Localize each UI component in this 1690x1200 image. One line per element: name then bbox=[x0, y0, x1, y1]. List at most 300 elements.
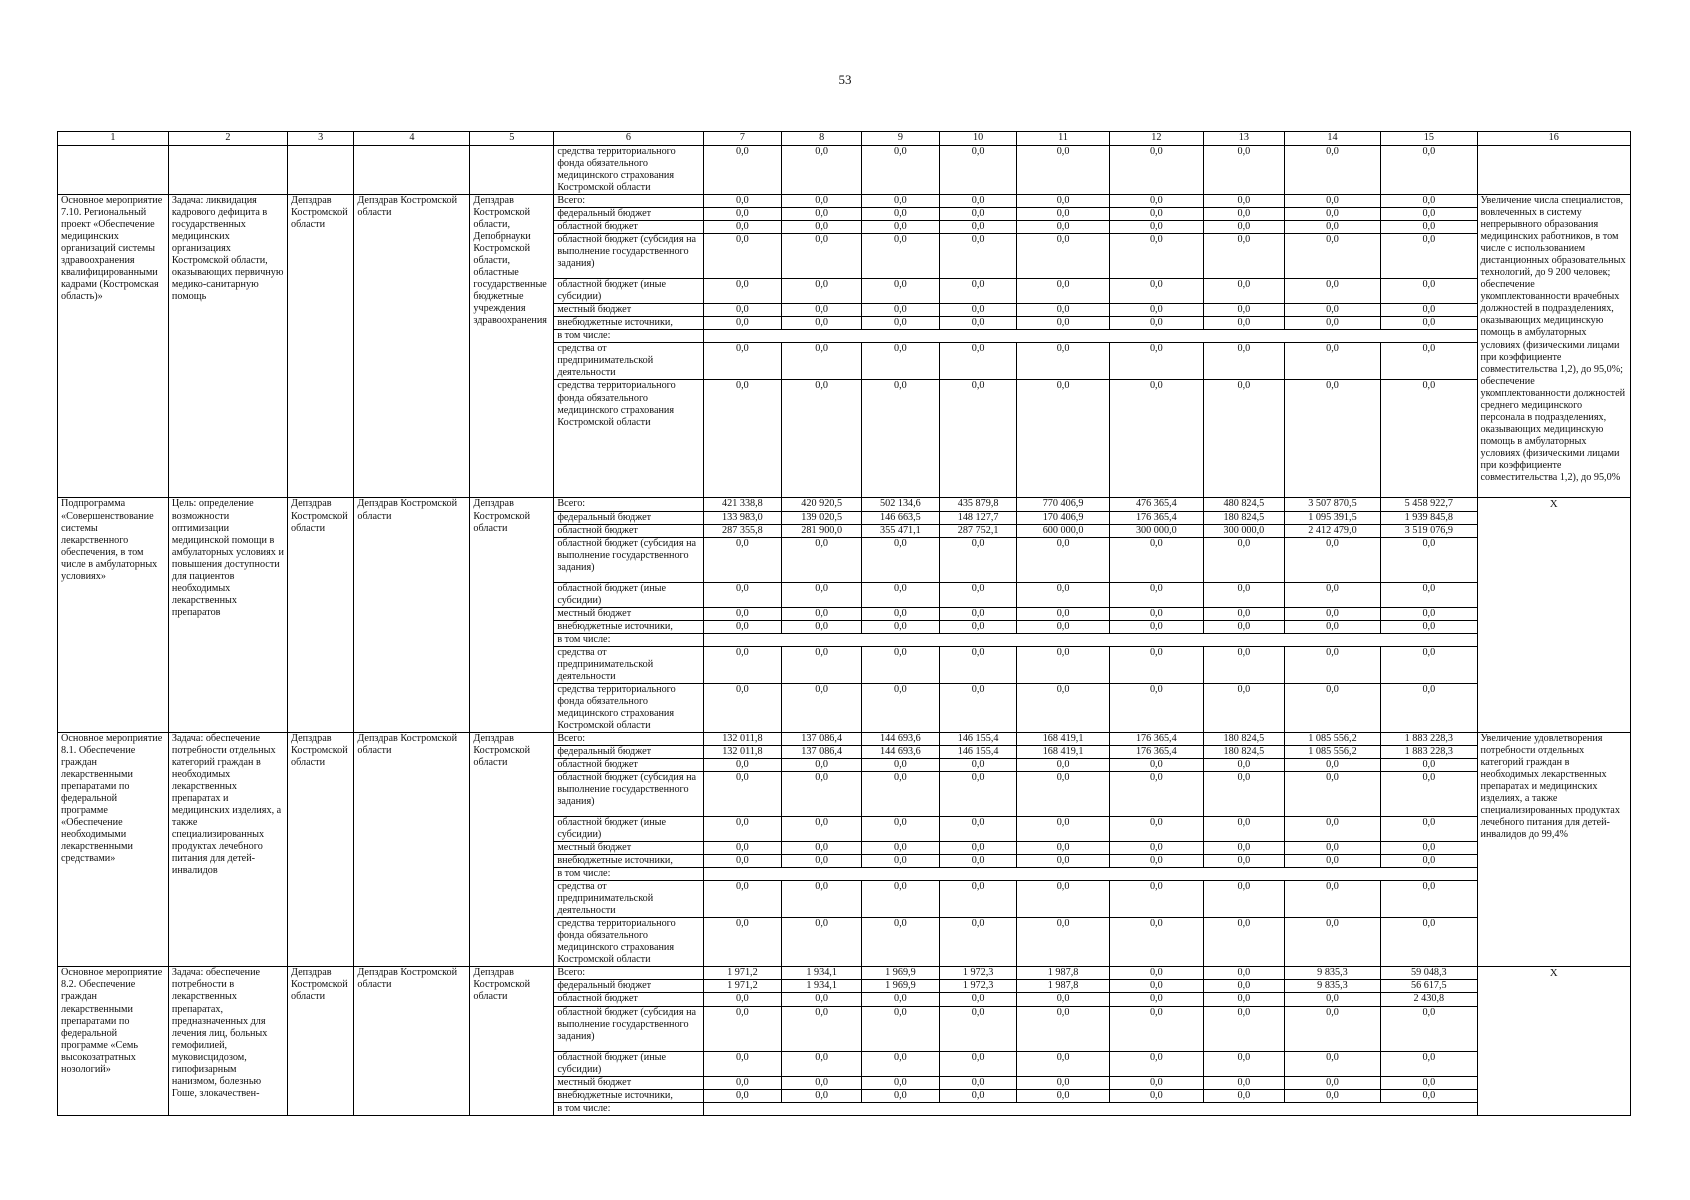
funding-source-label: в том числе: bbox=[554, 868, 703, 881]
value-cell: 0,0 bbox=[782, 881, 862, 918]
value-cell: 476 365,4 bbox=[1109, 498, 1203, 511]
value-cell: 1 969,9 bbox=[862, 980, 940, 993]
value-cell: 0,0 bbox=[703, 993, 782, 1006]
value-cell: 300 000,0 bbox=[1203, 524, 1284, 537]
table-row bbox=[58, 195, 1631, 208]
section-c4-cell: Депздрав Костромской области bbox=[354, 732, 470, 966]
funding-source-label: федеральный бюджет bbox=[554, 745, 703, 758]
value-cell: 0,0 bbox=[782, 1076, 862, 1089]
section-c4-cell: Депздрав Костромской области bbox=[354, 195, 470, 498]
value-cell: 0,0 bbox=[862, 1051, 940, 1076]
expected-result-cell: Увеличение удовлетворения потребности отдельных категорий граждан в необходимых лекарственных препаратах и медицинских изделиях, а также специализированных продуктах лечебного питания для детей-инвалидов до 99,4% bbox=[1477, 732, 1631, 966]
value-cell: 0,0 bbox=[703, 146, 782, 195]
value-cell: 0,0 bbox=[862, 582, 940, 607]
section-c1-cell: Основное мероприятие 8.2. Обеспечение граждан лекарственными препаратами по федеральной программе «Семь высокозатратных нозологий» bbox=[58, 967, 169, 1115]
value-cell: 0,0 bbox=[1017, 195, 1109, 208]
value-cell: 0,0 bbox=[939, 380, 1017, 498]
value-cell: 0,0 bbox=[939, 343, 1017, 380]
value-cell: 0,0 bbox=[939, 317, 1017, 330]
value-cell: 0,0 bbox=[939, 1089, 1017, 1102]
value-cell: 0,0 bbox=[703, 881, 782, 918]
value-cell: 0,0 bbox=[1017, 607, 1109, 620]
value-cell: 0,0 bbox=[782, 221, 862, 234]
value-cell: 420 920,5 bbox=[782, 498, 862, 511]
value-cell: 148 127,7 bbox=[939, 511, 1017, 524]
funding-source-label: средства территориального фонда обязательного медицинского страхования Костромской области bbox=[554, 380, 703, 498]
value-cell: 168 419,1 bbox=[1017, 745, 1109, 758]
funding-source-label: внебюджетные источники, bbox=[554, 855, 703, 868]
value-cell: 0,0 bbox=[1203, 772, 1284, 817]
value-cell: 1 987,8 bbox=[1017, 967, 1109, 980]
value-cell: 0,0 bbox=[703, 279, 782, 304]
value-cell: 421 338,8 bbox=[703, 498, 782, 511]
value-cell: 0,0 bbox=[1017, 620, 1109, 633]
value-cell: 0,0 bbox=[782, 1089, 862, 1102]
budget-table bbox=[57, 131, 1631, 1116]
value-cell: 0,0 bbox=[862, 146, 940, 195]
value-cell: 0,0 bbox=[1109, 208, 1203, 221]
section-c4-cell bbox=[354, 146, 470, 195]
value-cell: 0,0 bbox=[1284, 221, 1380, 234]
value-cell: 0,0 bbox=[782, 620, 862, 633]
header-cell: 13 bbox=[1203, 132, 1284, 146]
value-cell: 0,0 bbox=[1109, 1076, 1203, 1089]
value-cell: 56 617,5 bbox=[1381, 980, 1477, 993]
value-cell: 0,0 bbox=[1381, 380, 1477, 498]
value-cell: 0,0 bbox=[1284, 918, 1380, 967]
value-cell: 0,0 bbox=[862, 855, 940, 868]
value-cell: 0,0 bbox=[782, 279, 862, 304]
header-cell: 7 bbox=[703, 132, 782, 146]
section-c3-cell: Депздрав Костромской области bbox=[288, 195, 354, 498]
value-cell: 0,0 bbox=[1109, 279, 1203, 304]
value-cell: 0,0 bbox=[939, 817, 1017, 842]
value-cell: 3 507 870,5 bbox=[1284, 498, 1380, 511]
value-cell: 0,0 bbox=[1284, 1076, 1380, 1089]
section-c1-cell bbox=[58, 146, 169, 195]
value-cell: 1 971,2 bbox=[703, 967, 782, 980]
value-cell: 355 471,1 bbox=[862, 524, 940, 537]
section-c2-cell: Задача: ликвидация кадрового дефицита в государственных медицинских организациях Костромской области, оказывающих первичную медико-санитарную помощь bbox=[168, 195, 287, 498]
expected-result-cell bbox=[1477, 146, 1631, 195]
funding-source-label: областной бюджет (иные субсидии) bbox=[554, 279, 703, 304]
value-cell: 0,0 bbox=[782, 537, 862, 582]
funding-source-label: федеральный бюджет bbox=[554, 208, 703, 221]
value-cell: 0,0 bbox=[939, 855, 1017, 868]
value-cell: 0,0 bbox=[703, 1089, 782, 1102]
value-cell: 0,0 bbox=[1284, 304, 1380, 317]
value-cell: 0,0 bbox=[1017, 759, 1109, 772]
header-cell: 14 bbox=[1284, 132, 1380, 146]
value-cell: 0,0 bbox=[862, 234, 940, 279]
value-cell: 0,0 bbox=[1203, 279, 1284, 304]
value-cell: 0,0 bbox=[703, 195, 782, 208]
funding-source-label: Всего: bbox=[554, 498, 703, 511]
funding-source-label: Всего: bbox=[554, 967, 703, 980]
value-cell: 0,0 bbox=[939, 620, 1017, 633]
value-cell: 0,0 bbox=[782, 772, 862, 817]
value-cell: 0,0 bbox=[1109, 1006, 1203, 1051]
value-cell: 0,0 bbox=[1284, 607, 1380, 620]
value-cell: 0,0 bbox=[1203, 918, 1284, 967]
value-cell: 0,0 bbox=[1203, 317, 1284, 330]
value-cell: 502 134,6 bbox=[862, 498, 940, 511]
value-cell: 170 406,9 bbox=[1017, 511, 1109, 524]
value-cell: 5 458 922,7 bbox=[1381, 498, 1477, 511]
value-cell: 1 939 845,8 bbox=[1381, 511, 1477, 524]
value-cell: 0,0 bbox=[1381, 855, 1477, 868]
value-cell: 0,0 bbox=[1017, 817, 1109, 842]
table-row bbox=[58, 732, 1631, 745]
section-c5-cell: Депздрав Костромской области bbox=[470, 732, 554, 966]
section-c1-cell: Основное мероприятие 7.10. Региональный проект «Обеспечение медицинских организаций системы здравоохранения квалифицированными кадрами (Костромская область)» bbox=[58, 195, 169, 498]
value-cell: 0,0 bbox=[1017, 683, 1109, 732]
value-cell: 0,0 bbox=[1109, 881, 1203, 918]
value-cell: 0,0 bbox=[1284, 380, 1380, 498]
value-cell: 0,0 bbox=[1109, 146, 1203, 195]
value-cell: 0,0 bbox=[782, 146, 862, 195]
value-cell: 0,0 bbox=[1203, 208, 1284, 221]
value-cell: 0,0 bbox=[862, 620, 940, 633]
funding-source-label: областной бюджет (субсидия на выполнение государственного задания) bbox=[554, 537, 703, 582]
value-cell: 0,0 bbox=[939, 772, 1017, 817]
value-cell: 0,0 bbox=[1017, 234, 1109, 279]
value-cell: 0,0 bbox=[703, 646, 782, 683]
value-cell: 0,0 bbox=[703, 855, 782, 868]
value-cell: 0,0 bbox=[703, 208, 782, 221]
value-cell: 0,0 bbox=[782, 304, 862, 317]
funding-source-label: областной бюджет bbox=[554, 759, 703, 772]
value-cell: 0,0 bbox=[1284, 683, 1380, 732]
value-cell: 9 835,3 bbox=[1284, 980, 1380, 993]
value-cell: 0,0 bbox=[1381, 918, 1477, 967]
value-cell: 0,0 bbox=[703, 537, 782, 582]
funding-source-label: федеральный бюджет bbox=[554, 511, 703, 524]
value-cell: 0,0 bbox=[1203, 620, 1284, 633]
funding-source-label: средства от предпринимательской деятельности bbox=[554, 343, 703, 380]
value-cell: 0,0 bbox=[782, 993, 862, 1006]
value-cell: 0,0 bbox=[1203, 607, 1284, 620]
value-cell: 180 824,5 bbox=[1203, 732, 1284, 745]
value-cell: 0,0 bbox=[862, 842, 940, 855]
value-cell: 144 693,6 bbox=[862, 732, 940, 745]
section-c5-cell bbox=[470, 146, 554, 195]
value-cell: 0,0 bbox=[1284, 993, 1380, 1006]
value-cell: 0,0 bbox=[1381, 279, 1477, 304]
value-cell: 0,0 bbox=[1109, 234, 1203, 279]
value-cell: 0,0 bbox=[1203, 146, 1284, 195]
funding-source-label: в том числе: bbox=[554, 1102, 703, 1115]
value-cell: 0,0 bbox=[939, 1006, 1017, 1051]
value-cell: 0,0 bbox=[782, 918, 862, 967]
value-cell: 139 020,5 bbox=[782, 511, 862, 524]
value-cell: 0,0 bbox=[1017, 279, 1109, 304]
value-cell: 168 419,1 bbox=[1017, 732, 1109, 745]
value-cell: 0,0 bbox=[1284, 855, 1380, 868]
section-c5-cell: Депздрав Костромской области bbox=[470, 967, 554, 1115]
value-cell: 0,0 bbox=[1381, 343, 1477, 380]
value-cell: 0,0 bbox=[1017, 317, 1109, 330]
value-cell: 0,0 bbox=[1017, 221, 1109, 234]
value-cell: 176 365,4 bbox=[1109, 511, 1203, 524]
value-cell: 0,0 bbox=[862, 607, 940, 620]
value-cell: 0,0 bbox=[703, 343, 782, 380]
funding-source-label: областной бюджет bbox=[554, 221, 703, 234]
value-cell: 0,0 bbox=[1381, 881, 1477, 918]
value-cell: 0,0 bbox=[1109, 817, 1203, 842]
value-cell: 0,0 bbox=[1284, 1051, 1380, 1076]
value-cell: 0,0 bbox=[1381, 146, 1477, 195]
value-cell: 0,0 bbox=[1017, 772, 1109, 817]
value-cell: 0,0 bbox=[1381, 582, 1477, 607]
value-cell: 0,0 bbox=[1109, 967, 1203, 980]
value-cell: 0,0 bbox=[703, 317, 782, 330]
value-cell: 0,0 bbox=[862, 817, 940, 842]
value-cell: 1 934,1 bbox=[782, 980, 862, 993]
expected-result-cell: Увеличение числа специалистов, вовлеченных в систему непрерывного образования медицинских работников, в том числе с использованием дистанционных образовательных технологий, до 9 200 человек; обеспечение укомплектованности врачебных должностей в подразделениях, оказывающих медицинскую помощь в амбулаторных условиях (физическими лицами при коэффициенте совместительства 1,2), до 95,0%; обеспечение укомплектованности должностей среднего медицинского персонала в подразделениях, оказывающих медицинскую помощь в амбулаторных условиях (физическими лицами при коэффициенте совместительства 1,2), до 95,0% bbox=[1477, 195, 1631, 498]
header-cell: 3 bbox=[288, 132, 354, 146]
value-cell: 0,0 bbox=[1109, 607, 1203, 620]
section-c4-cell: Депздрав Костромской области bbox=[354, 967, 470, 1115]
value-cell: 0,0 bbox=[939, 582, 1017, 607]
value-cell: 0,0 bbox=[1109, 317, 1203, 330]
value-cell: 0,0 bbox=[1109, 304, 1203, 317]
value-cell: 0,0 bbox=[939, 646, 1017, 683]
value-cell: 59 048,3 bbox=[1381, 967, 1477, 980]
value-cell: 0,0 bbox=[1203, 683, 1284, 732]
header-cell: 2 bbox=[168, 132, 287, 146]
value-cell: 0,0 bbox=[1381, 317, 1477, 330]
value-cell: 0,0 bbox=[1284, 195, 1380, 208]
value-cell: 0,0 bbox=[939, 279, 1017, 304]
header-row bbox=[58, 132, 1631, 146]
empty-value-cell bbox=[703, 1102, 1477, 1115]
value-cell: 0,0 bbox=[1109, 195, 1203, 208]
value-cell: 0,0 bbox=[1109, 646, 1203, 683]
funding-source-label: областной бюджет (иные субсидии) bbox=[554, 582, 703, 607]
value-cell: 0,0 bbox=[703, 842, 782, 855]
value-cell: 0,0 bbox=[1203, 980, 1284, 993]
value-cell: 0,0 bbox=[862, 279, 940, 304]
value-cell: 0,0 bbox=[1017, 855, 1109, 868]
value-cell: 0,0 bbox=[1203, 1089, 1284, 1102]
value-cell: 0,0 bbox=[1284, 620, 1380, 633]
funding-source-label: Всего: bbox=[554, 195, 703, 208]
value-cell: 0,0 bbox=[782, 317, 862, 330]
funding-source-label: областной бюджет bbox=[554, 993, 703, 1006]
value-cell: 0,0 bbox=[1284, 146, 1380, 195]
value-cell: 0,0 bbox=[1109, 620, 1203, 633]
value-cell: 0,0 bbox=[1017, 918, 1109, 967]
funding-source-label: областной бюджет (субсидия на выполнение государственного задания) bbox=[554, 772, 703, 817]
value-cell: 0,0 bbox=[782, 683, 862, 732]
value-cell: 1 085 556,2 bbox=[1284, 745, 1380, 758]
section-c5-cell: Депздрав Костромской области bbox=[470, 498, 554, 732]
value-cell: 0,0 bbox=[1284, 317, 1380, 330]
value-cell: 0,0 bbox=[1017, 146, 1109, 195]
value-cell: 0,0 bbox=[1284, 582, 1380, 607]
value-cell: 0,0 bbox=[782, 582, 862, 607]
value-cell: 1 883 228,3 bbox=[1381, 732, 1477, 745]
section-c2-cell: Цель: определение возможности оптимизации медицинской помощи в амбулаторных условиях и повышения доступности для пациентов необходимых лекарственных препаратов bbox=[168, 498, 287, 732]
header-cell: 10 bbox=[939, 132, 1017, 146]
value-cell: 0,0 bbox=[1381, 304, 1477, 317]
value-cell: 0,0 bbox=[1017, 842, 1109, 855]
value-cell: 0,0 bbox=[939, 1051, 1017, 1076]
funding-source-label: федеральный бюджет bbox=[554, 980, 703, 993]
table-row bbox=[58, 967, 1631, 980]
value-cell: 0,0 bbox=[1381, 759, 1477, 772]
header-cell: 6 bbox=[554, 132, 703, 146]
value-cell: 1 085 556,2 bbox=[1284, 732, 1380, 745]
value-cell: 0,0 bbox=[1284, 234, 1380, 279]
value-cell: 1 972,3 bbox=[939, 967, 1017, 980]
funding-source-label: областной бюджет bbox=[554, 524, 703, 537]
funding-source-label: местный бюджет bbox=[554, 1076, 703, 1089]
value-cell: 0,0 bbox=[1381, 221, 1477, 234]
value-cell: 0,0 bbox=[939, 881, 1017, 918]
value-cell: 0,0 bbox=[1284, 279, 1380, 304]
value-cell: 0,0 bbox=[1109, 683, 1203, 732]
value-cell: 0,0 bbox=[782, 646, 862, 683]
value-cell: 0,0 bbox=[1109, 759, 1203, 772]
header-cell: 16 bbox=[1477, 132, 1631, 146]
value-cell: 0,0 bbox=[1017, 1051, 1109, 1076]
section-c1-cell: Подпрограмма «Совершенствование системы лекарственного обеспечения, в том числе в амбулаторных условиях» bbox=[58, 498, 169, 732]
value-cell: 0,0 bbox=[1284, 772, 1380, 817]
value-cell: 0,0 bbox=[1203, 646, 1284, 683]
value-cell: 0,0 bbox=[862, 317, 940, 330]
value-cell: 0,0 bbox=[1203, 221, 1284, 234]
value-cell: 0,0 bbox=[1203, 537, 1284, 582]
funding-source-label: средства от предпринимательской деятельности bbox=[554, 881, 703, 918]
value-cell: 0,0 bbox=[1017, 881, 1109, 918]
value-cell: 0,0 bbox=[782, 343, 862, 380]
value-cell: 0,0 bbox=[1109, 221, 1203, 234]
funding-source-label: средства территориального фонда обязательного медицинского страхования Костромской области bbox=[554, 683, 703, 732]
value-cell: 0,0 bbox=[1284, 842, 1380, 855]
value-cell: 0,0 bbox=[1203, 759, 1284, 772]
value-cell: 0,0 bbox=[862, 881, 940, 918]
section-c2-cell: Задача: обеспечение потребности отдельных категорий граждан в необходимых лекарственных препаратах и медицинских изделиях, а также специализированных продуктах лечебного питания для детей-инвалидов bbox=[168, 732, 287, 966]
value-cell: 0,0 bbox=[862, 537, 940, 582]
value-cell: 180 824,5 bbox=[1203, 511, 1284, 524]
value-cell: 0,0 bbox=[1109, 380, 1203, 498]
value-cell: 0,0 bbox=[939, 1076, 1017, 1089]
value-cell: 0,0 bbox=[1203, 842, 1284, 855]
funding-source-label: областной бюджет (субсидия на выполнение государственного задания) bbox=[554, 1006, 703, 1051]
value-cell: 0,0 bbox=[939, 208, 1017, 221]
value-cell: 1 987,8 bbox=[1017, 980, 1109, 993]
value-cell: 0,0 bbox=[782, 208, 862, 221]
value-cell: 0,0 bbox=[1017, 343, 1109, 380]
value-cell: 0,0 bbox=[862, 304, 940, 317]
value-cell: 0,0 bbox=[1109, 980, 1203, 993]
value-cell: 0,0 bbox=[1203, 855, 1284, 868]
value-cell: 0,0 bbox=[1109, 918, 1203, 967]
value-cell: 480 824,5 bbox=[1203, 498, 1284, 511]
funding-source-label: в том числе: bbox=[554, 330, 703, 343]
value-cell: 132 011,8 bbox=[703, 745, 782, 758]
empty-value-cell bbox=[703, 868, 1477, 881]
value-cell: 0,0 bbox=[1203, 881, 1284, 918]
value-cell: 0,0 bbox=[862, 993, 940, 1006]
value-cell: 0,0 bbox=[862, 772, 940, 817]
section-c3-cell: Депздрав Костромской области bbox=[288, 732, 354, 966]
value-cell: 0,0 bbox=[1284, 759, 1380, 772]
value-cell: 0,0 bbox=[703, 817, 782, 842]
funding-source-label: Всего: bbox=[554, 732, 703, 745]
value-cell: 287 752,1 bbox=[939, 524, 1017, 537]
value-cell: 0,0 bbox=[1203, 1006, 1284, 1051]
header-cell: 12 bbox=[1109, 132, 1203, 146]
value-cell: 1 934,1 bbox=[782, 967, 862, 980]
value-cell: 0,0 bbox=[1017, 993, 1109, 1006]
section-c1-cell: Основное мероприятие 8.1. Обеспечение граждан лекарственными препаратами по федеральной программе «Обеспечение необходимыми лекарственными средствами» bbox=[58, 732, 169, 966]
value-cell: 0,0 bbox=[703, 221, 782, 234]
value-cell: 0,0 bbox=[862, 208, 940, 221]
value-cell: 281 900,0 bbox=[782, 524, 862, 537]
value-cell: 0,0 bbox=[1017, 646, 1109, 683]
value-cell: 176 365,4 bbox=[1109, 745, 1203, 758]
value-cell: 3 519 076,9 bbox=[1381, 524, 1477, 537]
header-cell: 4 bbox=[354, 132, 470, 146]
empty-value-cell bbox=[703, 633, 1477, 646]
value-cell: 137 086,4 bbox=[782, 745, 862, 758]
value-cell: 0,0 bbox=[1381, 195, 1477, 208]
value-cell: 0,0 bbox=[782, 842, 862, 855]
section-c3-cell: Депздрав Костромской области bbox=[288, 498, 354, 732]
table-row bbox=[58, 498, 1631, 511]
value-cell: 0,0 bbox=[703, 759, 782, 772]
value-cell: 1 971,2 bbox=[703, 980, 782, 993]
expected-result-cell: X bbox=[1477, 498, 1631, 732]
value-cell: 0,0 bbox=[939, 918, 1017, 967]
value-cell: 0,0 bbox=[1203, 993, 1284, 1006]
value-cell: 0,0 bbox=[1381, 620, 1477, 633]
funding-source-label: местный бюджет bbox=[554, 842, 703, 855]
value-cell: 0,0 bbox=[1109, 537, 1203, 582]
value-cell: 0,0 bbox=[862, 918, 940, 967]
value-cell: 0,0 bbox=[1109, 993, 1203, 1006]
value-cell: 0,0 bbox=[703, 234, 782, 279]
value-cell: 0,0 bbox=[1017, 380, 1109, 498]
value-cell: 0,0 bbox=[703, 1051, 782, 1076]
value-cell: 0,0 bbox=[939, 842, 1017, 855]
value-cell: 0,0 bbox=[703, 380, 782, 498]
value-cell: 146 155,4 bbox=[939, 732, 1017, 745]
section-c3-cell: Депздрав Костромской области bbox=[288, 967, 354, 1115]
value-cell: 0,0 bbox=[1203, 582, 1284, 607]
value-cell: 132 011,8 bbox=[703, 732, 782, 745]
section-c5-cell: Депздрав Костромской области, Депобрнауки Костромской области, областные государственные бюджетные учреждения здравоохранения bbox=[470, 195, 554, 498]
funding-source-label: в том числе: bbox=[554, 633, 703, 646]
value-cell: 0,0 bbox=[782, 195, 862, 208]
value-cell: 0,0 bbox=[1284, 817, 1380, 842]
value-cell: 0,0 bbox=[1381, 1076, 1477, 1089]
value-cell: 0,0 bbox=[1203, 380, 1284, 498]
value-cell: 0,0 bbox=[1284, 881, 1380, 918]
value-cell: 0,0 bbox=[782, 855, 862, 868]
funding-source-label: областной бюджет (иные субсидии) bbox=[554, 1051, 703, 1076]
value-cell: 0,0 bbox=[1381, 607, 1477, 620]
value-cell: 0,0 bbox=[1203, 304, 1284, 317]
value-cell: 146 155,4 bbox=[939, 745, 1017, 758]
value-cell: 0,0 bbox=[862, 343, 940, 380]
value-cell: 0,0 bbox=[782, 607, 862, 620]
empty-value-cell bbox=[703, 330, 1477, 343]
value-cell: 600 000,0 bbox=[1017, 524, 1109, 537]
